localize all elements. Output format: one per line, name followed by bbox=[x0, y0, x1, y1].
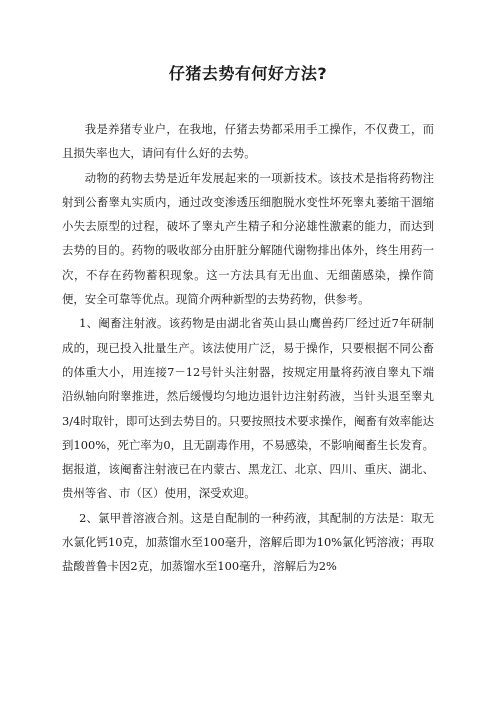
paragraph-question: 我是养猪专业户，在我地，仔猪去势都采用手工操作，不仅费工，而且损失率也大，请问有什么好的去势。 bbox=[62, 122, 434, 161]
document-title: 仔猪去势有何好方法? bbox=[168, 64, 328, 83]
paragraph-method-2: 2、氯甲普溶液合剂。这是自配制的一种药液，其配制的方法是：取无水氯化钙10克，加蒸馏水至100毫升，溶解后即为10%氯化钙溶液；再取盐酸普鲁卡因2克，加蒸馏水至100毫升，溶解后为2% bbox=[62, 510, 434, 574]
paragraph-intro: 动物的药物去势是近年发展起来的一项新技术。该技术是指将药物注射到公畜睾丸实质内，通过改变渗透压细胞脱水变性坏死睾丸萎缩干涸缩小失去原型的过程，破坏了睾丸产生精子和分泌雄性激素的能力，而达到去势的目的。药物的吸收部分由肝脏分解随代谢物排出体外，终生用药一次，不存在药物蓄积现象。这一方法具有无出血、无细菌感染，操作简便，安全可靠等优点。现简介两种新型的去势药物，供参考。 bbox=[62, 170, 434, 307]
document-body bbox=[62, 117, 434, 579]
paragraph-method-1: 1、阉畜注射液。该药物是由湖北省英山县山鹰兽药厂经过近7年研制成的，现已投入批量生产。该法使用广泛，易于操作，只要根据不同公畜的体重大小，用连接7－12号针头注射器，按规定用量将药液自睾丸下端沿纵轴向附睾推进，然后缓慢均匀地边退针边注射药液，当针头退至睾丸3/4时取针，即可达到去势目的。只要按照技术要求操作，阉畜有效率能达到100%，死亡率为0，且无副毒作用，不易感染，不影响阉畜生长发育。据报道，该阉畜注射液已在内蒙古、黑龙江、北京、四川、重庆、湖北、贵州等省、市（区）使用，深受欢迎。 bbox=[62, 316, 434, 501]
